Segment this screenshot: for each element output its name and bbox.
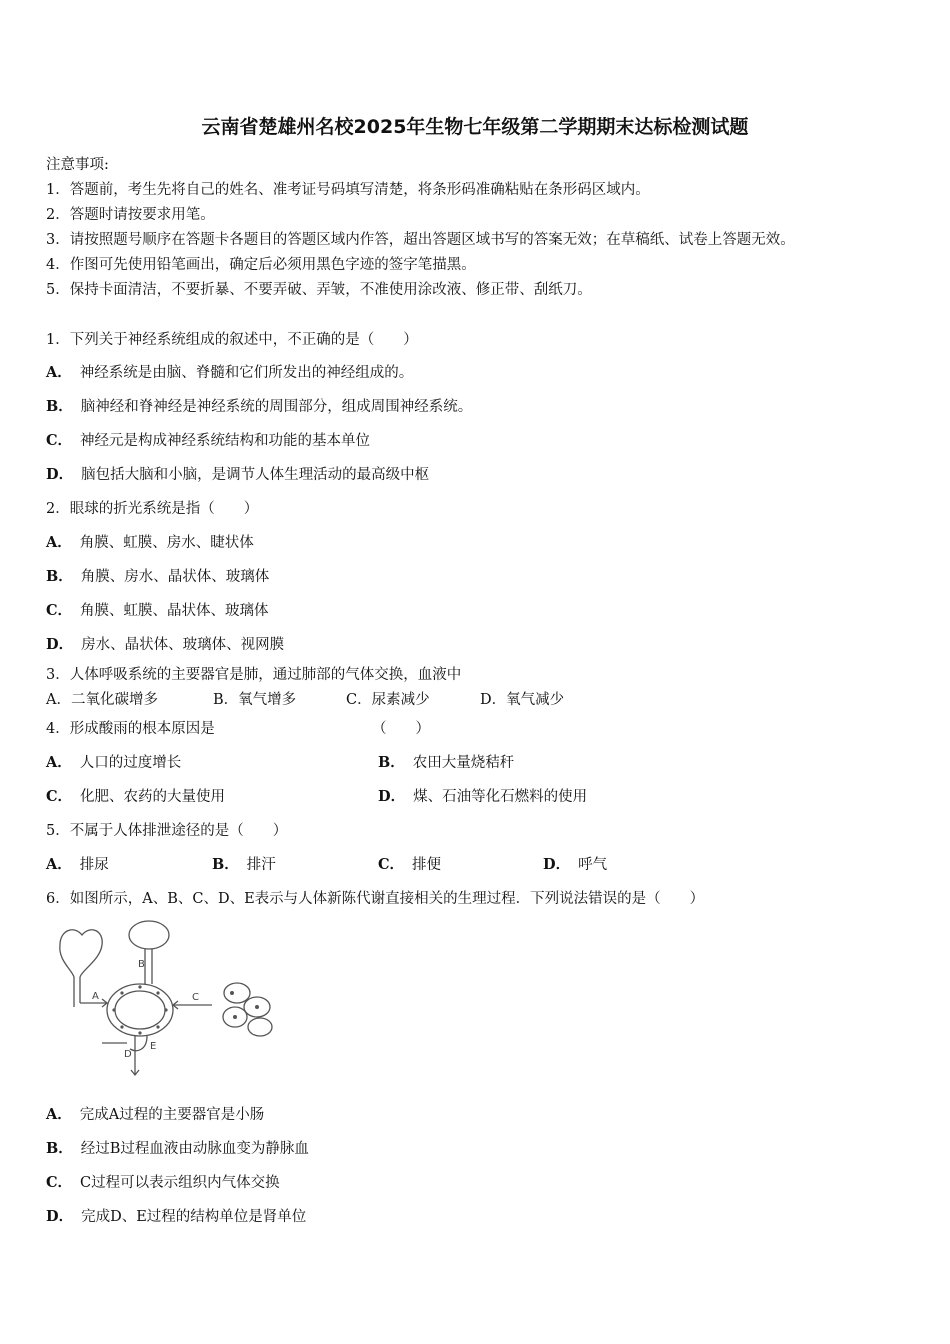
option-text: 化肥、农药的大量使用 — [80, 789, 226, 805]
option-label: A． — [46, 1106, 72, 1123]
notice-item: 2．答题时请按要求用笔。 — [46, 207, 215, 223]
tissue-cell — [248, 1018, 272, 1036]
option-text: 完成D、E过程的结构单位是肾单位 — [81, 1209, 307, 1225]
option-item — [46, 361, 413, 382]
option-label: D． — [543, 856, 571, 873]
option-label: C． — [346, 692, 372, 708]
notice-item: 3．请按照题号顺序在答题卡各题目的答题区域内作答，超出答题区域书写的答案无效；在草稿纸、试卷上答题无效。 — [46, 232, 795, 248]
option-label: A． — [46, 856, 72, 873]
option-text: 氧气增多 — [238, 692, 297, 708]
option-item — [213, 688, 296, 709]
option-text: 角膜、虹膜、晶状体、玻璃体 — [80, 603, 269, 619]
option-label: B． — [378, 754, 405, 771]
option-item — [46, 633, 284, 654]
option-text: 经过B过程血液由动脉血变为静脉血 — [80, 1141, 309, 1157]
blood-dot — [138, 1031, 141, 1034]
tissue-cell — [224, 983, 250, 1003]
option-label: B． — [212, 856, 239, 873]
option-text: 排汗 — [246, 857, 276, 873]
blood-dot — [164, 1008, 167, 1011]
option-label: D． — [46, 636, 74, 653]
lung-shape — [60, 930, 102, 977]
option-item — [46, 688, 158, 709]
option-item — [46, 531, 254, 552]
circulation-ring-inner — [115, 991, 165, 1029]
figure-label-b: B — [138, 959, 145, 970]
blood-dot — [120, 1025, 123, 1028]
option-text: 角膜、虹膜、房水、睫状体 — [79, 535, 254, 551]
option-text: 角膜、房水、晶状体、玻璃体 — [80, 569, 270, 585]
option-label: A． — [46, 692, 71, 708]
cell-nucleus — [230, 991, 234, 995]
notice-item: 4．作图可先使用铅笔画出，确定后必须用黑色字迹的签字笔描黑。 — [46, 257, 476, 273]
answer-parentheses: （ ） — [372, 721, 430, 737]
option-label: C． — [46, 602, 73, 619]
notice-item: 5．保持卡面清洁，不要折暴、不要弄破、弄皱，不准使用涂改液、修正带、刮纸刀。 — [46, 282, 592, 298]
option-label: B． — [46, 568, 73, 585]
figure-label-e: E — [150, 1041, 157, 1052]
option-label: D． — [46, 1208, 74, 1225]
option-text: 脑神经和脊神经是神经系统的周围部分，组成周围神经系统。 — [80, 399, 473, 415]
option-item — [46, 429, 370, 450]
lung-shape-left — [60, 945, 74, 977]
option-text: 脑包括大脑和小脑，是调节人体生理活动的最高级中枢 — [81, 467, 430, 483]
notice-item: 1．答题前，考生先将自己的姓名、准考证号码填写清楚，将条形码准确粘贴在条形码区域内。 — [46, 182, 650, 198]
option-label: C． — [46, 788, 73, 805]
option-item — [46, 463, 429, 484]
circulation-ring-outer — [107, 984, 173, 1036]
question-stem: 3．人体呼吸系统的主要器官是肺，通过肺部的气体交换，血液中 — [46, 667, 462, 683]
option-label: B． — [213, 692, 239, 708]
option-label: C． — [46, 1174, 73, 1191]
option-label: A． — [46, 754, 72, 771]
option-item — [480, 688, 564, 709]
option-label: D． — [378, 788, 406, 805]
option-label: B． — [46, 398, 73, 415]
option-label: C． — [378, 856, 405, 873]
figure-label-d: D — [124, 1049, 132, 1060]
lung-loop — [129, 921, 169, 949]
blood-dot — [156, 1025, 159, 1028]
option-label: D． — [46, 466, 74, 483]
option-text: 神经系统是由脑、脊髓和它们所发出的神经组成的。 — [79, 365, 414, 381]
option-text: 煤、石油等化石燃料的使用 — [413, 789, 588, 805]
option-item — [46, 1171, 280, 1192]
blood-dot — [120, 991, 123, 994]
cell-nucleus — [255, 1005, 259, 1009]
option-text: 排尿 — [79, 857, 109, 873]
metabolism-diagram — [52, 915, 302, 1085]
question-stem: 4．形成酸雨的根本原因是 — [46, 721, 215, 737]
question-stem: 5．不属于人体排泄途径的是（ ） — [46, 823, 288, 839]
figure-label-a: A — [92, 991, 99, 1002]
option-item — [46, 395, 472, 416]
option-text: 农田大量烧秸秆 — [412, 755, 515, 771]
cell-nucleus — [233, 1015, 237, 1019]
option-text: 人口的过度增长 — [79, 755, 182, 771]
option-item — [378, 785, 587, 806]
option-item — [46, 1137, 309, 1158]
option-item — [46, 1103, 264, 1124]
option-item — [46, 853, 109, 874]
option-label: A． — [46, 364, 72, 381]
option-item — [378, 853, 441, 874]
option-item — [46, 599, 269, 620]
notice-heading: 注意事项: — [46, 157, 109, 173]
question-stem: 6．如图所示，A、B、C、D、E表示与人体新陈代谢直接相关的生理过程．下列说法错误的是（ ） — [46, 891, 705, 907]
option-label: C． — [46, 432, 73, 449]
blood-dot — [156, 991, 159, 994]
option-item — [46, 785, 225, 806]
option-item — [46, 1205, 306, 1226]
option-text: 二氧化碳增多 — [70, 692, 158, 708]
option-text: 氧气减少 — [506, 692, 565, 708]
option-text: 尿素减少 — [371, 692, 430, 708]
blood-dot — [112, 1008, 115, 1011]
option-text: C过程可以表示组织内气体交换 — [80, 1175, 280, 1191]
question-stem: 2．眼球的折光系统是指（ ） — [46, 501, 259, 517]
option-text: 房水、晶状体、玻璃体、视网膜 — [81, 637, 285, 653]
arrow-e — [130, 1036, 147, 1051]
page-title: 云南省楚雄州名校2025年生物七年级第二学期期末达标检测试题 — [201, 116, 749, 138]
blood-dot — [138, 985, 141, 988]
option-item — [543, 853, 607, 874]
option-item — [378, 751, 514, 772]
option-item — [46, 565, 269, 586]
option-text: 神经元是构成神经系统结构和功能的基本单位 — [80, 433, 371, 449]
option-label: A． — [46, 534, 72, 551]
question-stem: 1．下列关于神经系统组成的叙述中，不正确的是（ ） — [46, 332, 418, 348]
figure-label-c: C — [192, 992, 199, 1003]
option-label: B． — [46, 1140, 73, 1157]
option-item — [46, 751, 181, 772]
option-text: 排便 — [412, 857, 442, 873]
option-label: D． — [480, 692, 507, 708]
option-text: 呼气 — [578, 857, 608, 873]
option-text: 完成A过程的主要器官是小肠 — [79, 1107, 265, 1123]
option-item — [346, 688, 430, 709]
option-item — [212, 853, 276, 874]
